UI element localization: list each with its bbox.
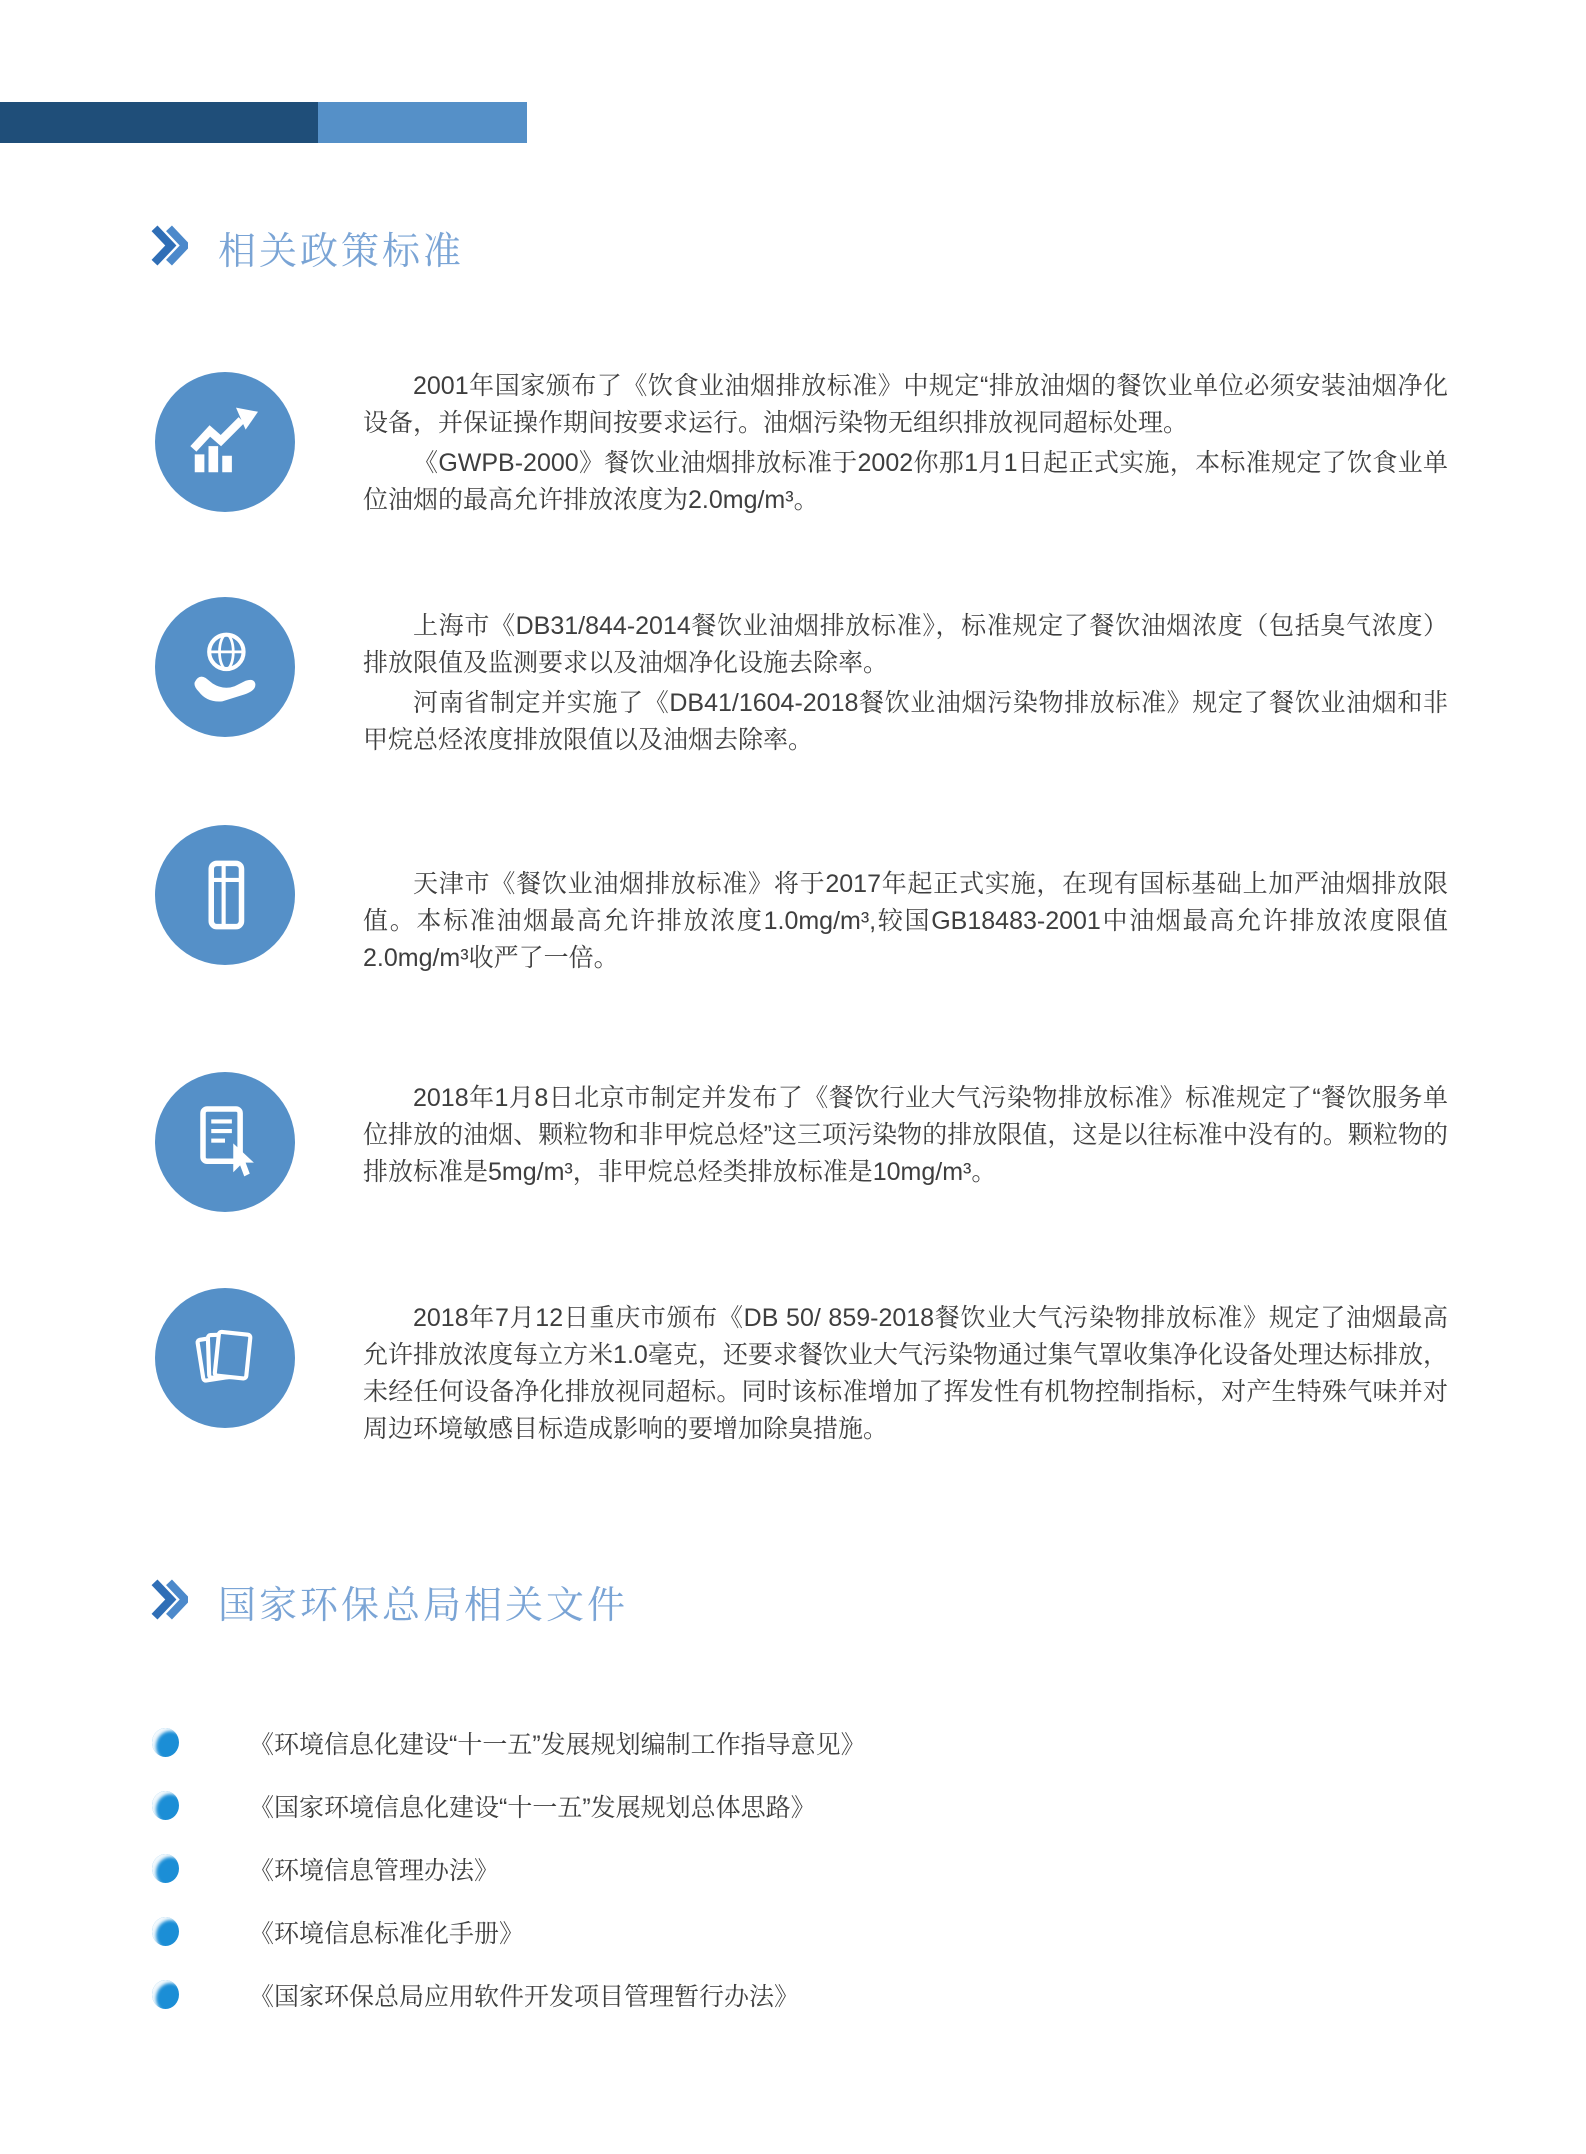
top-bar-dark-segment bbox=[0, 102, 318, 143]
paragraph: 2018年1月8日北京市制定并发布了《餐饮行业大气污染物排放标准》标准规定了“餐饮服务单位排放的油烟、颗粒物和非甲烷总烃”这三项污染物的排放限值，这是以往标准中没有的。颗粒物的排放标准是5mg/m³，非甲烷总烃类排放标准是10mg/m³。 bbox=[363, 1084, 1448, 1186]
policy-paragraph-block-5 bbox=[363, 1300, 1448, 1451]
list-item bbox=[152, 1900, 866, 1963]
bullet-sphere-icon bbox=[152, 1728, 179, 1757]
checklist-pointer-icon bbox=[155, 1072, 295, 1212]
paragraph: 2018年7月12日重庆市颁布《DB 50/ 859-2018餐饮业大气污染物排放标准》规定了油烟最高允许排放浓度每立方米1.0毫克，还要求餐饮业大气污染物通过集气罩收集净化设备处理达标排放，未经任何设备净化排放视同超标。同时该标准增加了挥发性有机物控制指标，对产生特殊气味并对周边环境敏感目标造成影响的要增加除臭措施。 bbox=[363, 1304, 1448, 1443]
document-title: 《国家环境信息化建设“十一五”发展规划总体思路》 bbox=[249, 1793, 816, 1822]
double-chevron-icon bbox=[150, 1578, 188, 1626]
section-heading-documents bbox=[150, 1574, 628, 1629]
document-title: 《环境信息标准化手册》 bbox=[249, 1919, 525, 1948]
list-item bbox=[152, 1711, 866, 1774]
bullet-sphere-icon bbox=[152, 1980, 179, 2009]
paragraph: 天津市《餐饮业油烟排放标准》将于2017年起正式实施，在现有国标基础上加严油烟排放限值。本标准油烟最高允许排放浓度1.0mg/m³,较国GB18483-2001中油烟最高允许排放浓度限值2.0mg/m³收严了一倍。 bbox=[363, 870, 1448, 972]
paragraph: 2001年国家颁布了《饮食业油烟排放标准》中规定“排放油烟的餐饮业单位必须安装油烟净化设备，并保证操作期间按要求运行。油烟污染物无组织排放视同超标处理。 bbox=[363, 372, 1448, 437]
document-title: 《环境信息化建设“十一五”发展规划编制工作指导意见》 bbox=[249, 1730, 866, 1759]
bullet-sphere-icon bbox=[152, 1791, 179, 1820]
list-item bbox=[152, 1963, 866, 2026]
top-accent-bar bbox=[0, 102, 527, 143]
stacked-documents-icon bbox=[155, 1288, 295, 1428]
policy-section-title: 相关政策标准 bbox=[218, 231, 465, 273]
policy-paragraph-block-2 bbox=[363, 608, 1448, 762]
document-title: 《环境信息管理办法》 bbox=[249, 1856, 500, 1885]
ledger-icon bbox=[155, 825, 295, 965]
bullet-sphere-icon bbox=[152, 1917, 179, 1946]
top-bar-light-segment bbox=[318, 102, 527, 143]
document-title: 《国家环保总局应用软件开发项目管理暂行办法》 bbox=[249, 1982, 800, 2011]
policy-paragraph-block-3 bbox=[363, 866, 1448, 980]
policy-paragraph-block-1 bbox=[363, 368, 1448, 522]
list-item bbox=[152, 1837, 866, 1900]
documents-list bbox=[152, 1711, 866, 2026]
double-chevron-icon bbox=[150, 224, 188, 272]
section-heading-policy bbox=[150, 220, 464, 275]
paragraph: 河南省制定并实施了《DB41/1604-2018餐饮业油烟污染物排放标准》规定了餐饮业油烟和非甲烷总烃浓度排放限值以及油烟去除率。 bbox=[363, 689, 1448, 754]
globe-in-hand-icon bbox=[155, 597, 295, 737]
paragraph: 《GWPB-2000》餐饮业油烟排放标准于2002你那1月1日起正式实施，本标准规定了饮食业单位油烟的最高允许排放浓度为2.0mg/m³。 bbox=[363, 449, 1448, 514]
list-item bbox=[152, 1774, 866, 1837]
policy-paragraph-block-4 bbox=[363, 1080, 1448, 1194]
bullet-sphere-icon bbox=[152, 1854, 179, 1883]
documents-section-title: 国家环保总局相关文件 bbox=[218, 1585, 629, 1627]
paragraph: 上海市《DB31/844-2014餐饮业油烟排放标准》，标准规定了餐饮油烟浓度（包括臭气浓度）排放限值及监测要求以及油烟净化设施去除率。 bbox=[363, 612, 1448, 677]
trend-chart-icon bbox=[155, 372, 295, 512]
